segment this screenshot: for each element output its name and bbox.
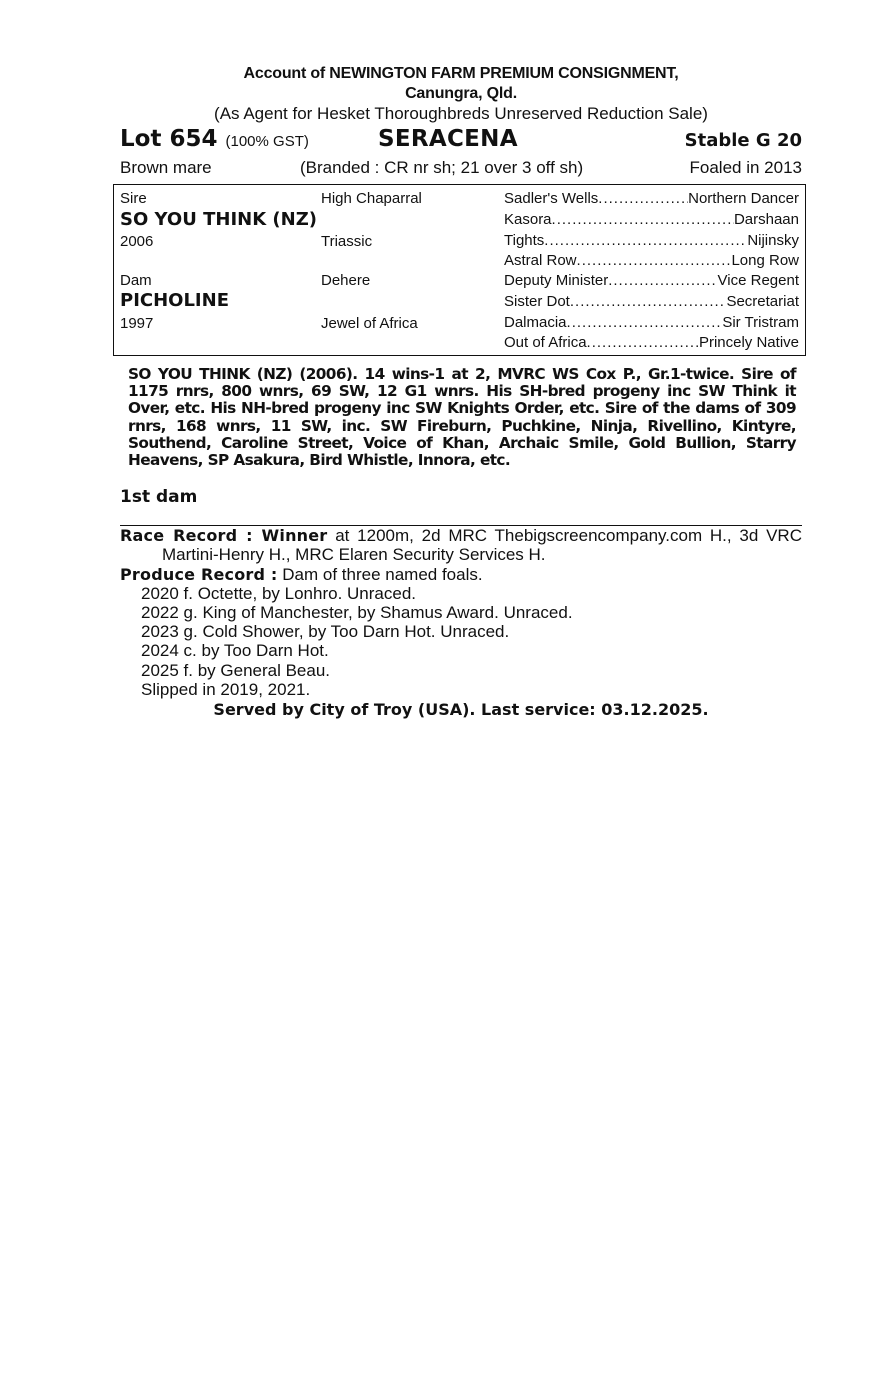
produce-item: 2024 c. by Too Darn Hot. [141, 641, 329, 661]
pedigree-g3-row: Deputy Minister ..... Vice Regent [504, 271, 799, 291]
consignor-location: Canungra, Qld. [405, 85, 517, 102]
brand-note: (Branded : CR nr sh; 21 over 3 off sh) [300, 158, 584, 177]
horse-details-row [120, 156, 802, 184]
pedigree-g3-row: Dalmacia ..... Sir Tristram [504, 313, 799, 333]
produce-item: 2023 g. Cold Shower, by Too Darn Hot. Unraced. [141, 622, 510, 642]
dam-dam: Jewel of Africa [321, 315, 418, 332]
gst-note: (100% GST) [225, 133, 309, 150]
pedigree-g3-row: Out of Africa ..... Princely Native [504, 333, 799, 353]
pedigree-g3-row: Sadler's Wells ..... Northern Dancer [504, 189, 799, 209]
lot-number: Lot 654 (100% GST) [120, 126, 309, 152]
pedigree-g3-row: Kasora ..... Darshaan [504, 210, 799, 230]
pedigree-g3-row: Tights ..... Nijinsky [504, 231, 799, 251]
dam-label: Dam [120, 272, 152, 289]
horse-sex: Brown mare [120, 158, 212, 177]
pedigree-g3-row: Astral Row ..... Long Row [504, 251, 799, 271]
agent-line: (As Agent for Hesket Thoroughbreds Unreserved Reduction Sale) [214, 104, 708, 123]
pedigree-table [113, 184, 806, 356]
sire-summary: SO YOU THINK (NZ) (2006). 14 wins-1 at 2, MVRC WS Cox P., Gr.1-twice. Sire of 1175 rnrs, 800 wnrs, 69 SW, 12 G1 wnrs. His SH-bred progeny inc SW Think it Over, etc. His NH-bred progeny inc SW Knights Order, etc. Sire of the dams of 309 rnrs, 168 wnrs, 11 SW, inc. SW Fireburn, Puchkine, Ninja, Rivellino, Kintyre, Southend, Caroline Street, Voice of Khan, Archaic Smile, Gold Bullion, Starry Heavens, SP Asakura, Bird Whistle, Innora, etc. [128, 365, 796, 470]
served-note: Served by City of Troy (USA). Last service: 03.12.2025. [213, 700, 709, 720]
produce-item: Slipped in 2019, 2021. [141, 679, 311, 699]
sire-name: SO YOU THINK (NZ) [120, 209, 317, 230]
dam-sire: Dehere [321, 272, 371, 289]
sire-sire: High Chaparral [321, 190, 422, 207]
first-dam-heading: 1st dam [120, 487, 198, 508]
sire-label: Sire [120, 190, 147, 207]
dam-name: PICHOLINE [120, 290, 229, 311]
lot-row [120, 126, 802, 156]
race-record: Race Record : Winner at 1200m, 2d MRC Thebigscreencompany.com H., 3d VRC Martini-Henry H., MRC Elaren Security Services H. [120, 526, 802, 565]
produce-item: 2022 g. King of Manchester, by Shamus Award. Unraced. [141, 603, 573, 623]
consignor-line: Account of NEWINGTON FARM PREMIUM CONSIGNMENT, [243, 65, 679, 82]
stable-number: Stable G 20 [684, 130, 802, 151]
produce-record-label: Produce Record : [120, 564, 278, 584]
race-record-label: Race Record : Winner [120, 526, 328, 546]
horse-name: SERACENA [378, 126, 518, 152]
sire-year: 2006 [120, 233, 154, 250]
produce-record: Produce Record : Dam of three named foals. [120, 564, 483, 584]
sire-dam: Triassic [321, 233, 373, 250]
pedigree-g3-row: Sister Dot ..... Secretariat [504, 292, 799, 312]
dam-year: 1997 [120, 315, 154, 332]
produce-item: 2025 f. by General Beau. [141, 660, 331, 680]
produce-item: 2020 f. Octette, by Lonhro. Unraced. [141, 583, 416, 603]
catalogue-page [120, 64, 802, 720]
foaled-year: Foaled in 2013 [689, 158, 802, 177]
